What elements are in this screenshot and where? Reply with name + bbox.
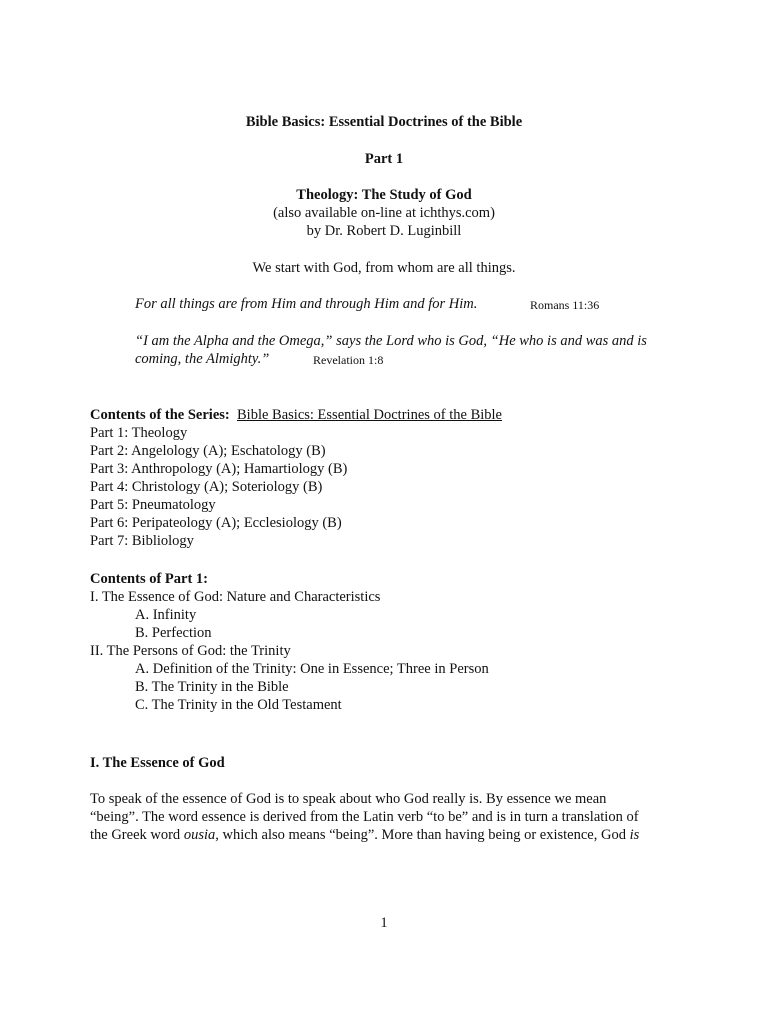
paragraph-line [90, 826, 639, 844]
intro-statement: We start with God, from whom are all things. [252, 260, 516, 276]
document-subtitle: Theology: The Study of God [296, 187, 472, 203]
paragraph-line: To speak of the essence of God is to speak about who God really is. By essence we mean [90, 791, 607, 807]
series-part-item: Part 3: Anthropology (A); Hamartiology (B) [90, 461, 348, 477]
essence-paragraph [90, 790, 639, 844]
section-heading-essence: I. The Essence of God [90, 755, 225, 771]
series-contents-heading: Contents of the Series: [90, 407, 230, 423]
contents-subsection: C. The Trinity in the Old Testament [135, 697, 342, 713]
series-part-item: Part 2: Angelology (A); Eschatology (B) [90, 443, 326, 459]
emphasis-word: is [629, 827, 640, 843]
quote-romans-reference: Romans 11:36 [530, 298, 600, 312]
paragraph-text: , which also means “being”. More than having being or existence, God [215, 827, 630, 843]
contents-section-essence: I. The Essence of God: Nature and Characteristics [90, 589, 381, 605]
series-part-item: Part 1: Theology [90, 425, 188, 441]
series-part-item: Part 7: Bibliology [90, 533, 194, 549]
quote-revelation-line1: “I am the Alpha and the Omega,” says the Lord who is God, “He who is and was and is [135, 333, 647, 349]
quote-revelation-line2: coming, the Almighty.” [135, 351, 270, 367]
paragraph-text: the Greek word [90, 827, 184, 843]
author-line: by Dr. Robert D. Luginbill [306, 223, 462, 239]
contents-subsection: B. Perfection [135, 625, 212, 641]
quote-romans: For all things are from Him and through Him and for Him. [135, 296, 478, 312]
paragraph-line: “being”. The word essence is derived from the Latin verb “to be” and is in turn a translation of [90, 809, 639, 825]
document-title: Bible Basics: Essential Doctrines of the Bible [245, 114, 523, 130]
availability-note: (also available on-line at ichthys.com) [273, 205, 495, 221]
series-contents-heading-line [90, 406, 502, 424]
series-part-item: Part 4: Christology (A); Soteriology (B) [90, 479, 323, 495]
series-parts-list [90, 424, 347, 550]
contents-subsection: B. The Trinity in the Bible [135, 679, 289, 695]
series-name: Bible Basics: Essential Doctrines of the Bible [237, 407, 502, 423]
page-number: 1 [380, 915, 388, 931]
series-part-item: Part 5: Pneumatology [90, 497, 216, 513]
part-contents-heading: Contents of Part 1: [90, 571, 208, 587]
part-label: Part 1 [364, 151, 404, 167]
quote-revelation-reference: Revelation 1:8 [313, 353, 384, 367]
part-contents [90, 570, 489, 714]
greek-term: ousia [183, 827, 216, 843]
series-part-item: Part 6: Peripateology (A); Ecclesiology (B) [90, 515, 342, 531]
contents-subsection: A. Infinity [135, 607, 197, 623]
contents-section-persons: II. The Persons of God: the Trinity [90, 643, 291, 659]
contents-subsection: A. Definition of the Trinity: One in Essence; Three in Person [135, 661, 489, 677]
